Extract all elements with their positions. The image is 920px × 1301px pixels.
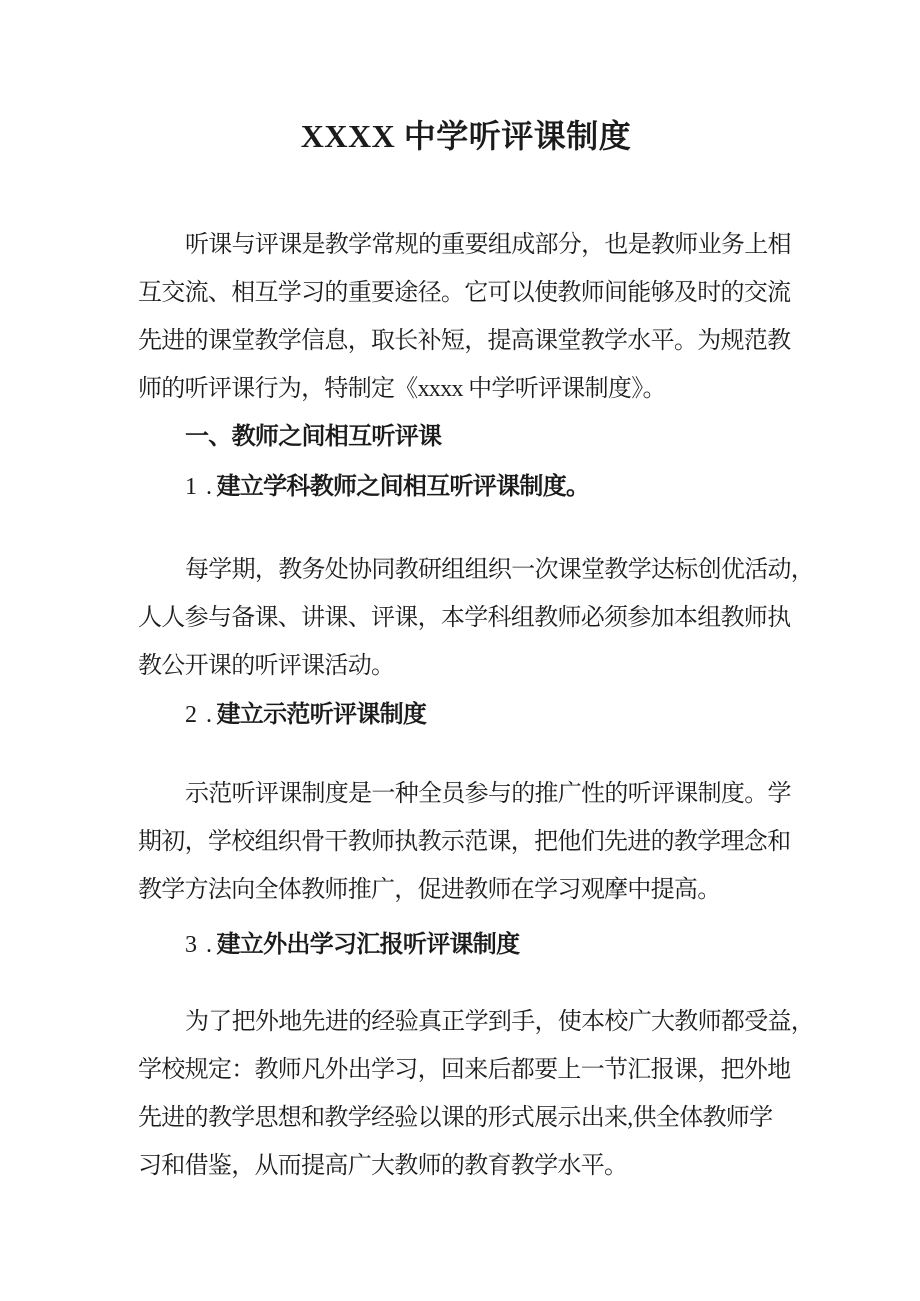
subheading-2-text: 建立示范听评课制度 xyxy=(216,702,427,728)
text-line: 为了把外地先进的经验真正学到手，使本校广大教师都受益， xyxy=(185,1009,815,1035)
text-line: 示范听评课制度是一种全员参与的推广性的听评课制度。学 xyxy=(185,781,791,807)
text-line: 先进的教学思想和教学经验以课的形式展示出来,供全体教师学 xyxy=(138,1105,773,1131)
paragraph-item2 xyxy=(138,770,794,914)
subheading-1-text: 建立学科教师之间相互听评课制度。 xyxy=(216,474,590,500)
text-line: 人人参与备课、讲课、评课，本学科组教师必须参加本组教师执 xyxy=(138,605,791,631)
intro-paragraph xyxy=(138,221,794,413)
section-heading-1: 一、教师之间相互听评课 xyxy=(185,424,442,450)
subheading-1 xyxy=(138,463,794,511)
subheading-1-number: 1 . xyxy=(185,474,214,500)
text-line: 先进的课堂教学信息，取长补短，提高课堂教学水平。为规范教 xyxy=(138,328,791,354)
text-line: 听课与评课是教学常规的重要组成部分，也是教师业务上相 xyxy=(185,232,791,258)
subheading-3-text: 建立外出学习汇报听评课制度 xyxy=(216,932,520,958)
text-line: 师的听评课行为，特制定《xxxx 中学听评课制度》。 xyxy=(138,376,666,402)
text-line: 互交流、相互学习的重要途径。它可以使教师间能够及时的交流 xyxy=(138,280,791,306)
text-line: 期初，学校组织骨干教师执教示范课，把他们先进的教学理念和 xyxy=(138,829,791,855)
paragraph-item3 xyxy=(138,998,815,1190)
subheading-2-number: 2 . xyxy=(185,702,214,728)
paragraph-item1 xyxy=(138,546,815,690)
text-line: 学校规定：教师凡外出学习，回来后都要上一节汇报课，把外地 xyxy=(138,1057,791,1083)
page-title: XXXX 中学听评课制度 xyxy=(300,118,632,154)
subheading-3-number: 3 . xyxy=(185,932,214,958)
text-line: 教公开课的听评课活动。 xyxy=(138,653,395,679)
subheading-2 xyxy=(138,691,794,739)
subheading-3 xyxy=(138,921,794,969)
text-line: 每学期，教务处协同教研组组织一次课堂教学达标创优活动， xyxy=(185,557,815,583)
text-line: 习和借鉴，从而提高广大教师的教育教学水平。 xyxy=(138,1153,628,1179)
text-line: 教学方法向全体教师推广，促进教师在学习观摩中提高。 xyxy=(138,877,721,903)
